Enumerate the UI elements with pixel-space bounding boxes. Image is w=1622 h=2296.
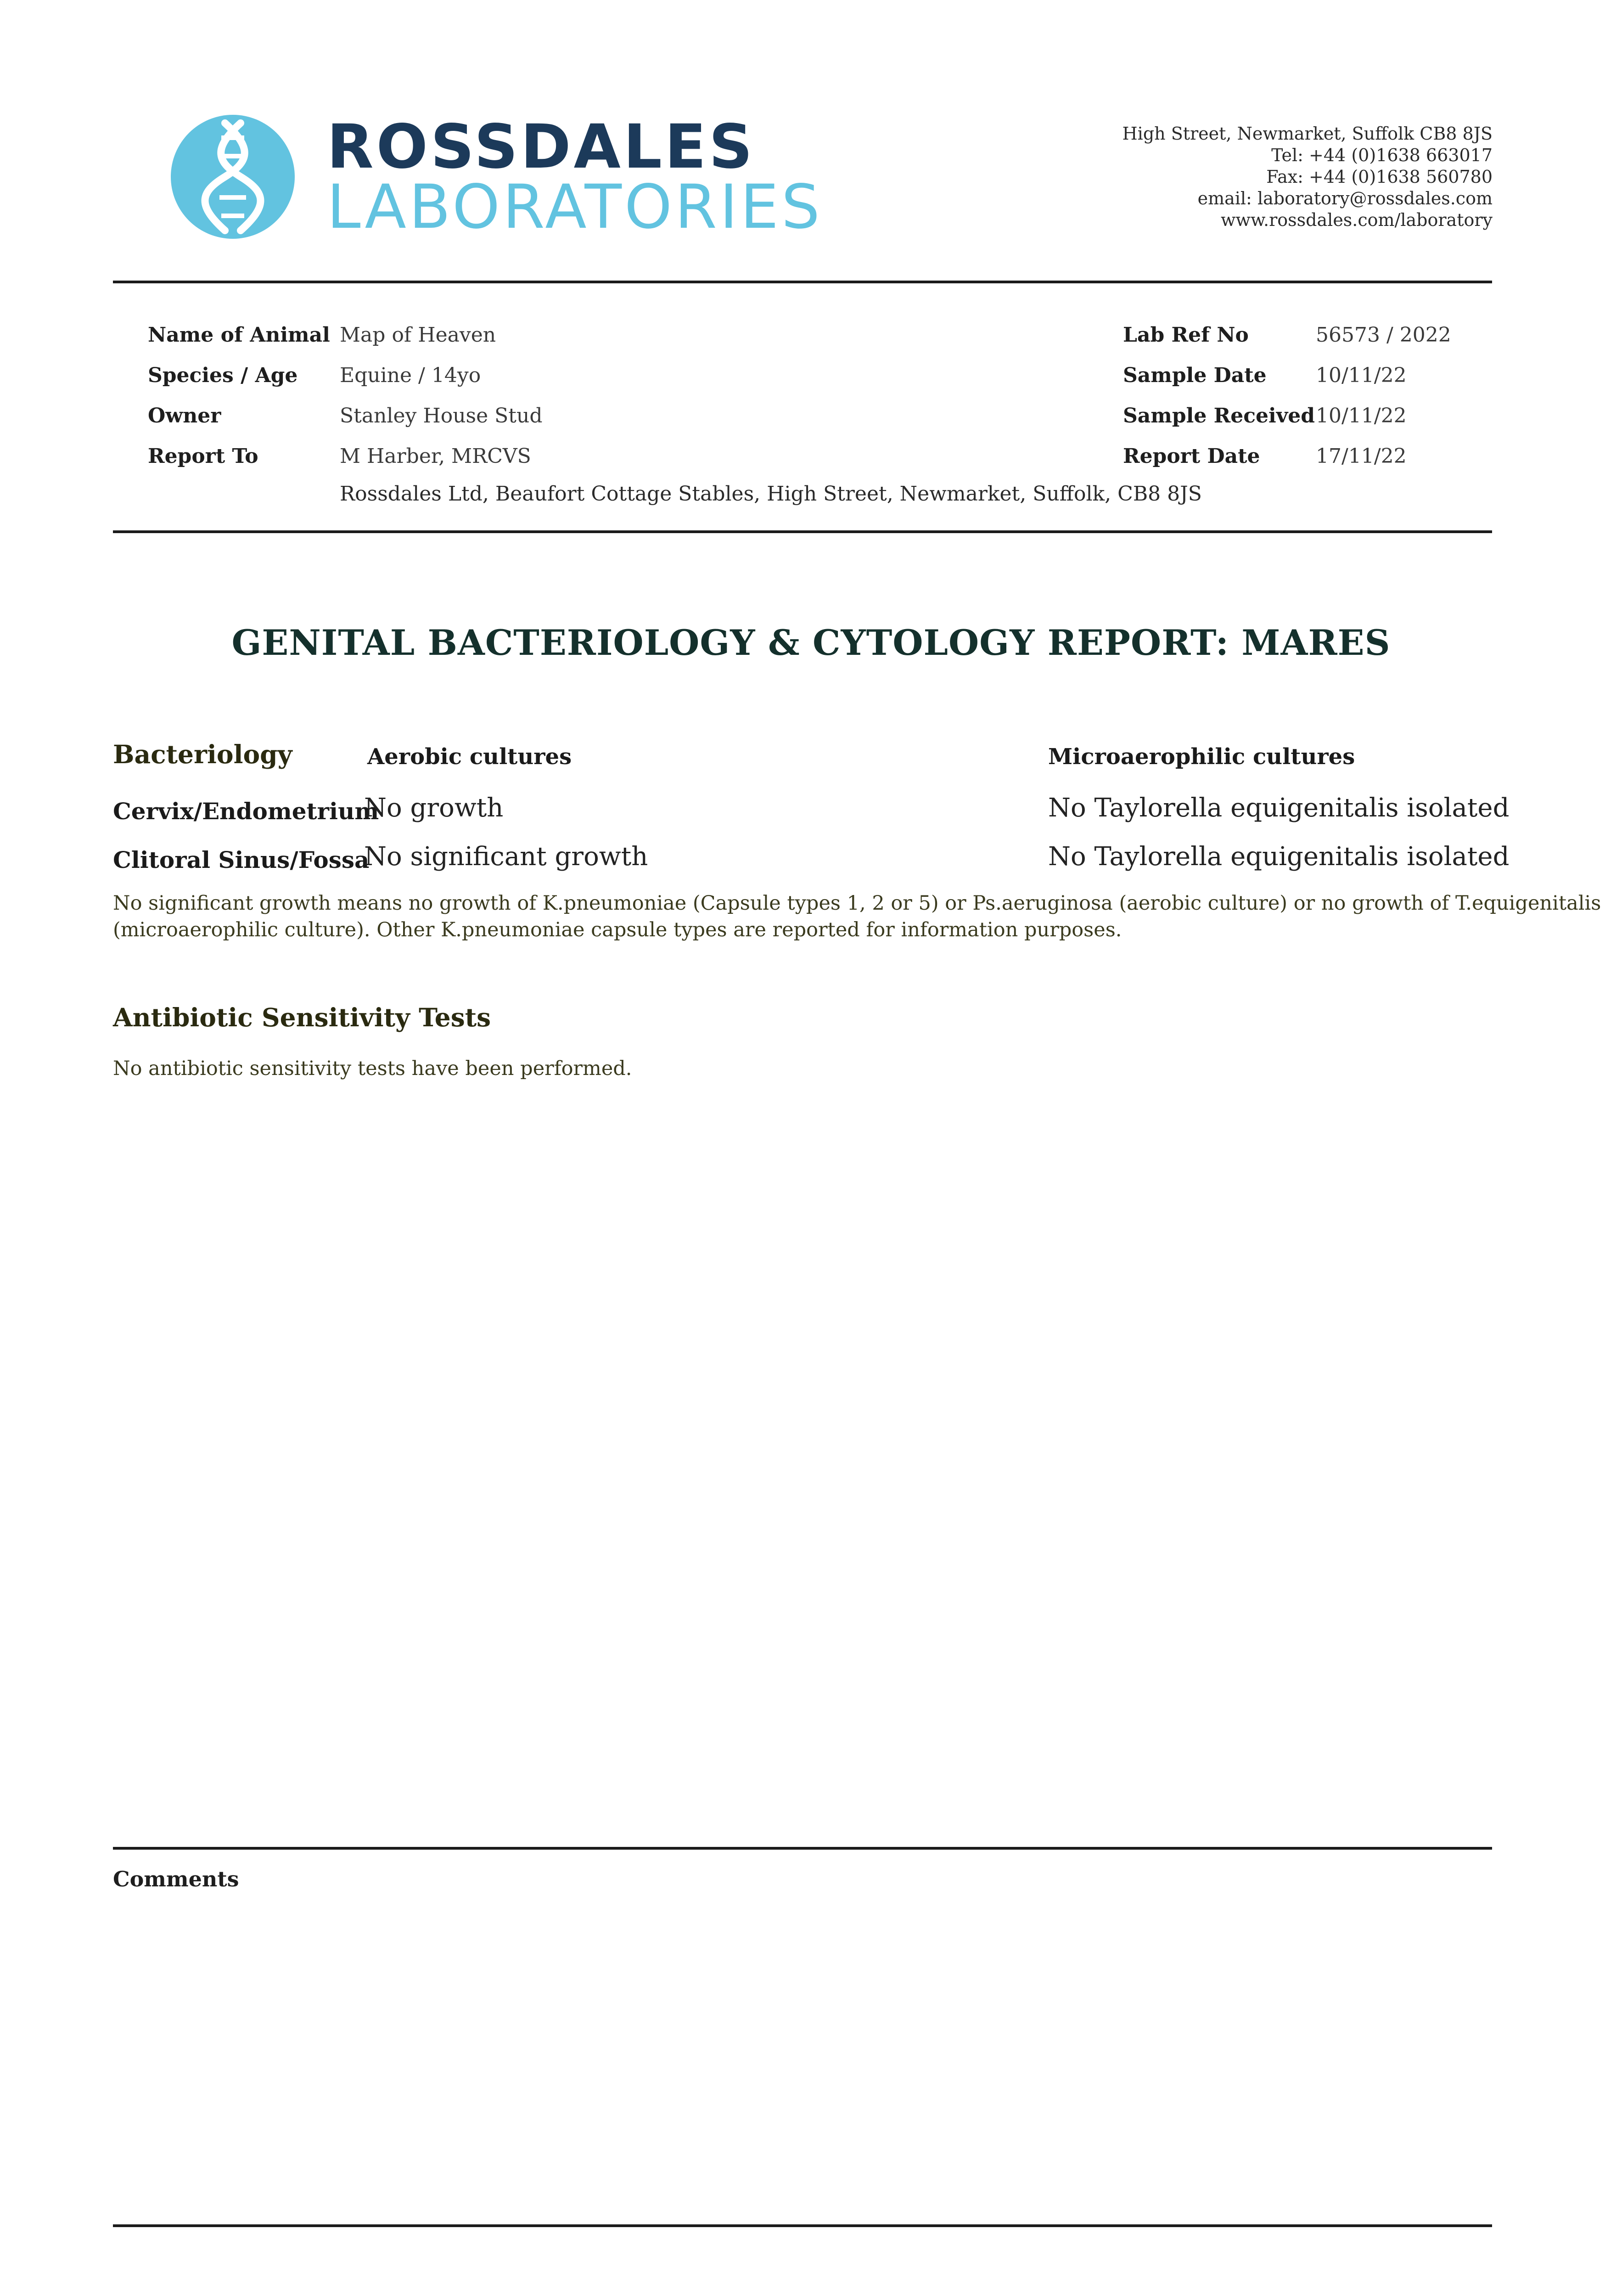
divider-info	[113, 530, 1492, 533]
microaerophilic-cultures-heading: Microaerophilic cultures	[1048, 744, 1355, 770]
owner-value: Stanley House Stud	[340, 404, 543, 428]
species-age-value: Equine / 14yo	[340, 364, 481, 387]
divider-bottom	[113, 2224, 1492, 2227]
divider-comments	[113, 1847, 1492, 1850]
cervix-microaerophilic-result: No Taylorella equigenitalis isolated	[1048, 793, 1510, 823]
report-title: GENITAL BACTERIOLOGY & CYTOLOGY REPORT: MARES	[231, 622, 1391, 663]
report-to-label: Report To	[148, 445, 258, 468]
report-to-address: Rossdales Ltd, Beaufort Cottage Stables, High Street, Newmarket, Suffolk, CB8 8JS	[340, 482, 1202, 506]
contact-email[interactable]: email: laboratory@rossdales.com	[1197, 188, 1493, 208]
name-of-animal-label: Name of Animal	[148, 323, 330, 347]
divider-top	[113, 281, 1492, 283]
report-date-value: 17/11/22	[1316, 445, 1407, 468]
report-to-value: M Harber, MRCVS	[340, 445, 531, 468]
sample-date-value: 10/11/22	[1316, 364, 1407, 387]
cervix-endometrium-label: Cervix/Endometrium	[113, 798, 379, 825]
lab-ref-value: 56573 / 2022	[1316, 323, 1451, 347]
report-date-label: Report Date	[1123, 445, 1260, 468]
cervix-aerobic-result: No growth	[364, 793, 504, 823]
name-of-animal-value: Map of Heaven	[340, 323, 496, 347]
aerobic-cultures-heading: Aerobic cultures	[367, 744, 572, 770]
dna-helix-icon	[171, 115, 295, 239]
bacteriology-note-line1: No significant growth means no growth of K.pneumoniae (Capsule types 1, 2 or 5) or Ps.aeruginosa (aerobic culture) or no growth of T.equigenitalis	[113, 892, 1601, 915]
logo-wordmark-bottom: LABORATORIES	[327, 172, 823, 242]
clitoral-sinus-label: Clitoral Sinus/Fossa	[113, 846, 370, 873]
owner-label: Owner	[148, 404, 221, 428]
contact-address: High Street, Newmarket, Suffolk CB8 8JS	[1122, 124, 1493, 144]
bacteriology-heading: Bacteriology	[113, 739, 292, 769]
sample-received-label: Sample Received	[1123, 404, 1315, 428]
contact-tel: Tel: +44 (0)1638 663017	[1271, 145, 1493, 165]
species-age-label: Species / Age	[148, 364, 298, 387]
contact-website[interactable]: www.rossdales.com/laboratory	[1220, 210, 1493, 230]
sample-date-label: Sample Date	[1123, 364, 1267, 387]
bacteriology-note-line2: (microaerophilic culture). Other K.pneumoniae capsule types are reported for information purposes.	[113, 918, 1122, 941]
clitoral-microaerophilic-result: No Taylorella equigenitalis isolated	[1048, 842, 1510, 872]
logo-wordmark-top: ROSSDALES	[327, 112, 756, 182]
clitoral-aerobic-result: No significant growth	[364, 842, 648, 872]
comments-heading: Comments	[113, 1867, 239, 1891]
sample-received-value: 10/11/22	[1316, 404, 1407, 428]
contact-block	[1122, 123, 1493, 231]
lab-ref-label: Lab Ref No	[1123, 323, 1249, 347]
antibiotic-heading: Antibiotic Sensitivity Tests	[113, 1002, 491, 1032]
contact-fax: Fax: +44 (0)1638 560780	[1266, 167, 1493, 187]
antibiotic-text: No antibiotic sensitivity tests have been performed.	[113, 1057, 632, 1080]
